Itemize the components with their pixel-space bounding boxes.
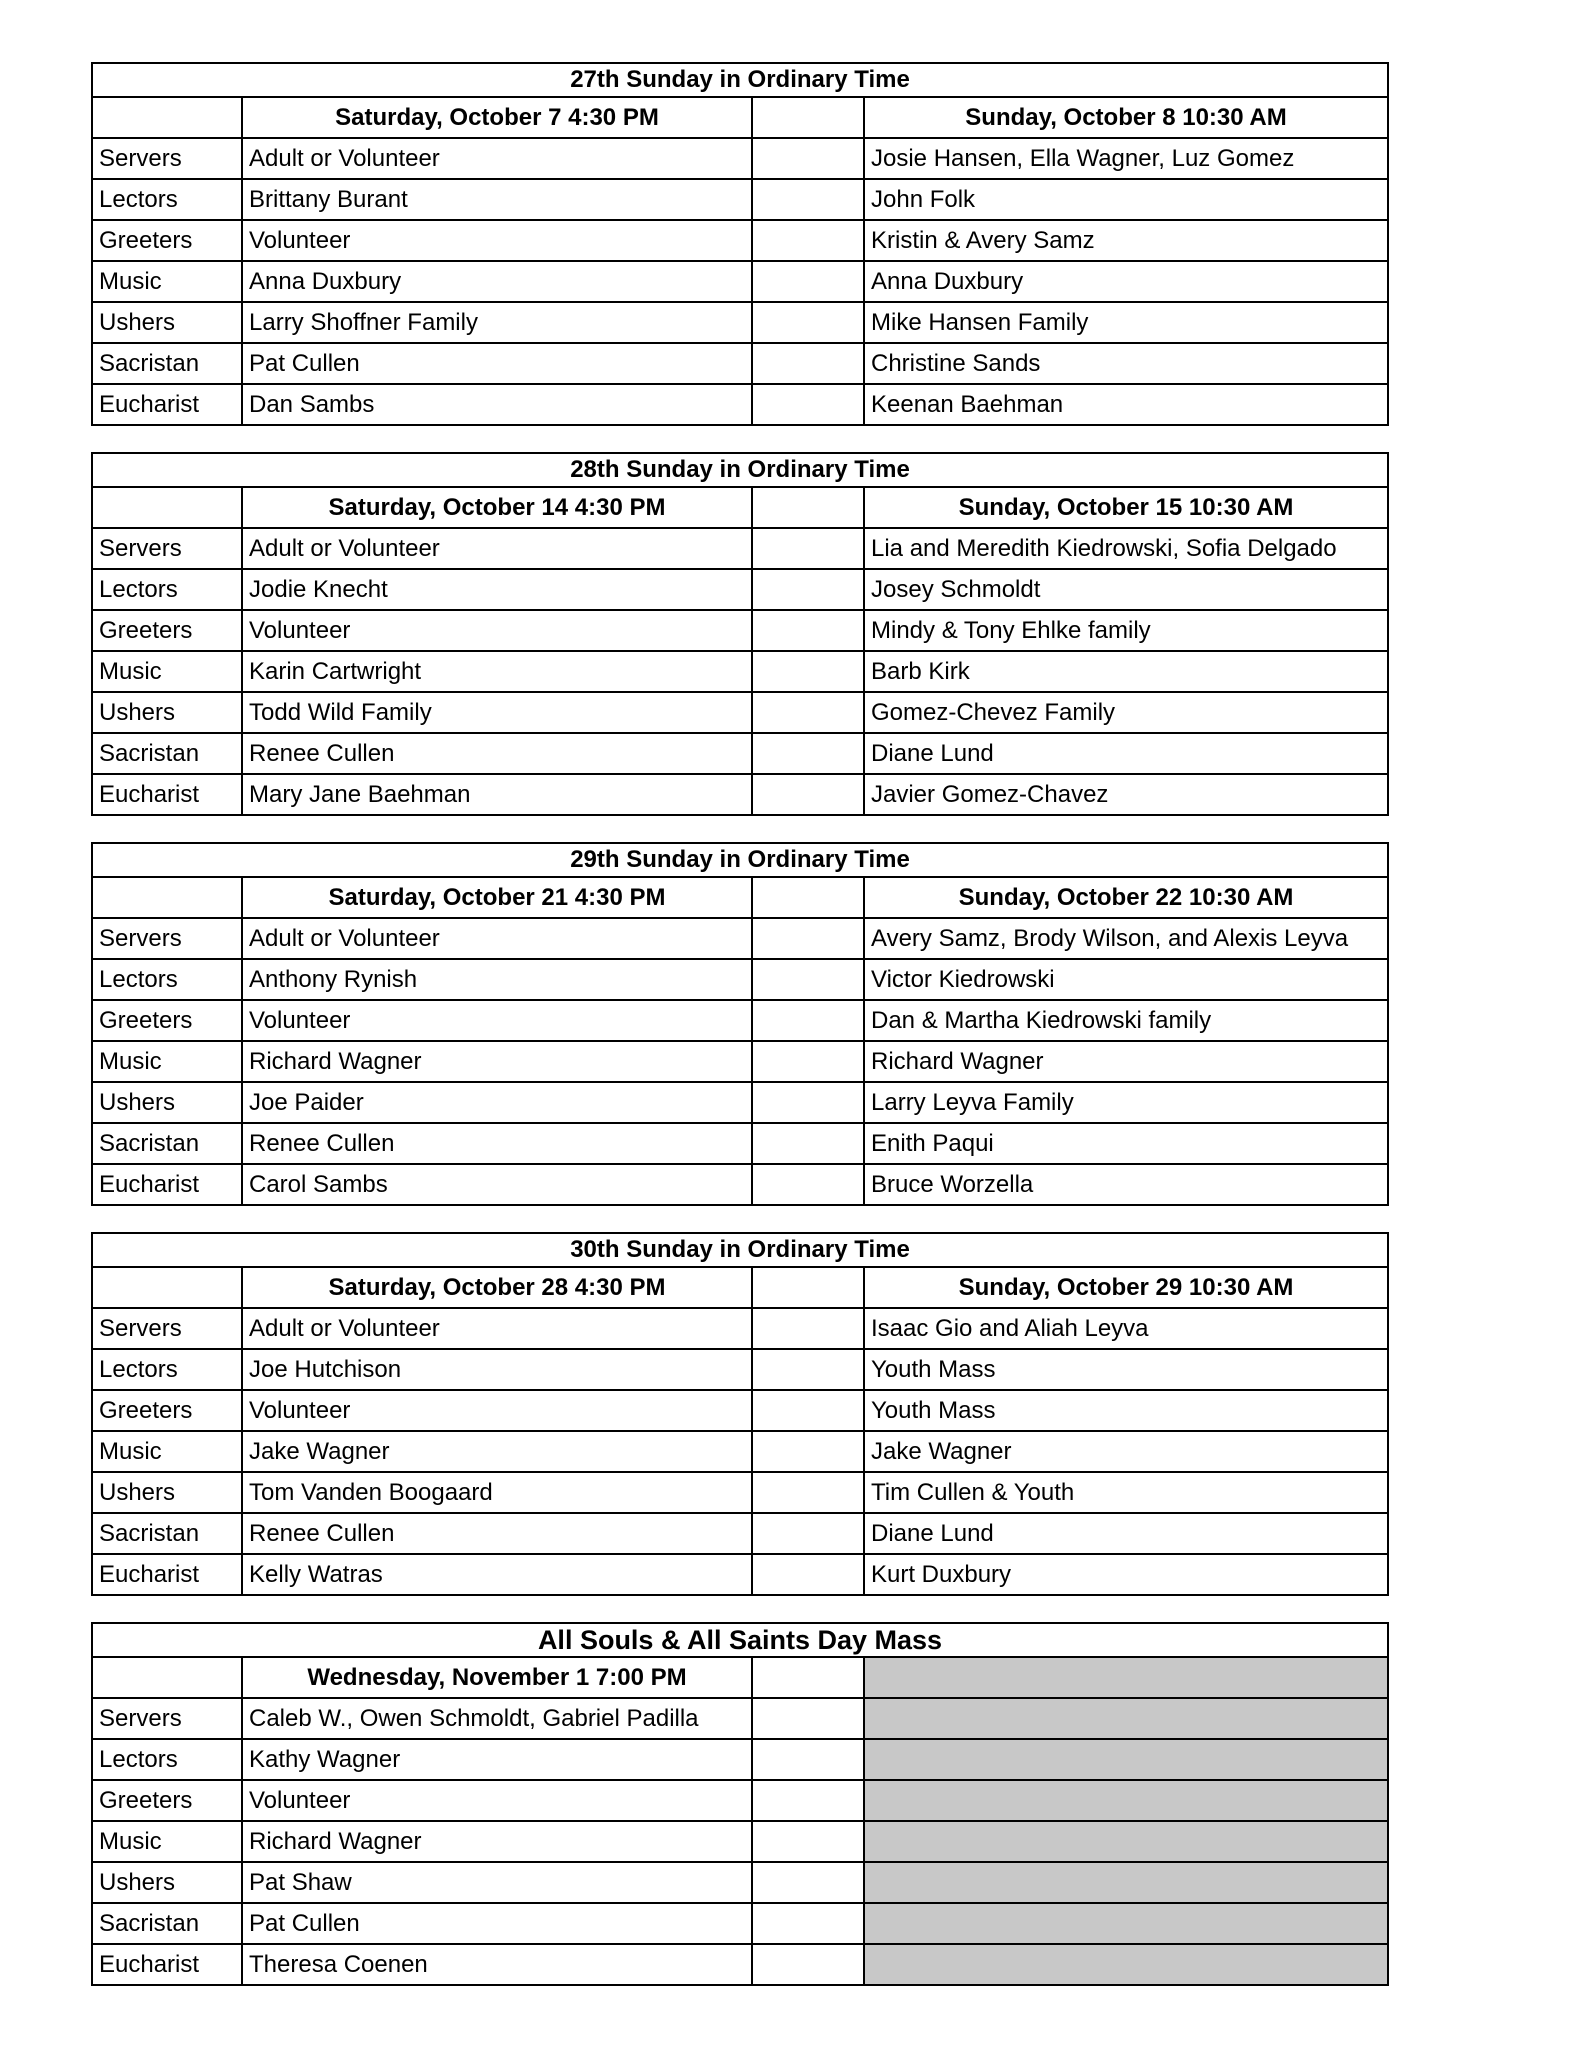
first-mass-date: Saturday, October 28 4:30 PM	[242, 1267, 752, 1308]
table-title: 29th Sunday in Ordinary Time	[92, 843, 1388, 877]
role-label: Music	[92, 261, 242, 302]
role-label: Ushers	[92, 1862, 242, 1903]
first-mass-assignee: Dan Sambs	[242, 384, 752, 425]
second-mass-date: Sunday, October 15 10:30 AM	[864, 487, 1388, 528]
table-row	[92, 918, 1388, 959]
role-label: Ushers	[92, 692, 242, 733]
table-row	[92, 1041, 1388, 1082]
second-mass-assignee: Avery Samz, Brody Wilson, and Alexis Leyva	[864, 918, 1388, 959]
table-row	[92, 774, 1388, 815]
table-row	[92, 1739, 1388, 1780]
table-row	[92, 1164, 1388, 1205]
table-row	[92, 1862, 1388, 1903]
role-label: Servers	[92, 1308, 242, 1349]
table-row	[92, 959, 1388, 1000]
table-row	[92, 343, 1388, 384]
schedule-table	[91, 62, 1389, 426]
role-label: Eucharist	[92, 1554, 242, 1595]
second-mass-assignee: Diane Lund	[864, 733, 1388, 774]
second-mass-assignee: Gomez-Chevez Family	[864, 692, 1388, 733]
spacer-cell	[752, 302, 864, 343]
spacer-cell	[752, 384, 864, 425]
role-header-cell	[92, 1267, 242, 1308]
table-row	[92, 692, 1388, 733]
second-mass-assignee: John Folk	[864, 179, 1388, 220]
table-title: All Souls & All Saints Day Mass	[92, 1623, 1388, 1657]
first-mass-assignee: Larry Shoffner Family	[242, 302, 752, 343]
table-title: 27th Sunday in Ordinary Time	[92, 63, 1388, 97]
table-row	[92, 1082, 1388, 1123]
second-mass-assignee: Isaac Gio and Aliah Leyva	[864, 1308, 1388, 1349]
role-label: Music	[92, 1821, 242, 1862]
role-header-cell	[92, 487, 242, 528]
table-row	[92, 1000, 1388, 1041]
second-mass-assignee: Dan & Martha Kiedrowski family	[864, 1000, 1388, 1041]
first-mass-assignee: Volunteer	[242, 610, 752, 651]
second-mass-assignee: Mindy & Tony Ehlke family	[864, 610, 1388, 651]
table-row	[92, 1821, 1388, 1862]
second-mass-assignee	[864, 1903, 1388, 1944]
second-mass-assignee: Bruce Worzella	[864, 1164, 1388, 1205]
table-row	[92, 610, 1388, 651]
spacer-cell	[752, 1472, 864, 1513]
table-row	[92, 733, 1388, 774]
first-mass-assignee: Tom Vanden Boogaard	[242, 1472, 752, 1513]
spacer-cell	[752, 1000, 864, 1041]
table-row	[92, 1554, 1388, 1595]
spacer-cell	[752, 1903, 864, 1944]
second-mass-assignee: Enith Paqui	[864, 1123, 1388, 1164]
second-mass-assignee: Keenan Baehman	[864, 384, 1388, 425]
second-mass-assignee: Larry Leyva Family	[864, 1082, 1388, 1123]
table-row	[92, 384, 1388, 425]
role-label: Servers	[92, 138, 242, 179]
first-mass-date: Saturday, October 7 4:30 PM	[242, 97, 752, 138]
role-label: Greeters	[92, 610, 242, 651]
table-row	[92, 569, 1388, 610]
first-mass-assignee: Joe Hutchison	[242, 1349, 752, 1390]
role-label: Lectors	[92, 1739, 242, 1780]
first-mass-assignee: Caleb W., Owen Schmoldt, Gabriel Padilla	[242, 1698, 752, 1739]
first-mass-assignee: Pat Shaw	[242, 1862, 752, 1903]
role-label: Greeters	[92, 1780, 242, 1821]
spacer-cell	[752, 569, 864, 610]
first-mass-date: Saturday, October 14 4:30 PM	[242, 487, 752, 528]
role-label: Lectors	[92, 1349, 242, 1390]
role-label: Ushers	[92, 1082, 242, 1123]
spacer-cell	[752, 1862, 864, 1903]
first-mass-date: Saturday, October 21 4:30 PM	[242, 877, 752, 918]
role-label: Music	[92, 1041, 242, 1082]
role-label: Ushers	[92, 1472, 242, 1513]
spacer-cell	[752, 877, 864, 918]
spacer-cell	[752, 261, 864, 302]
spacer-cell	[752, 343, 864, 384]
second-mass-assignee: Victor Kiedrowski	[864, 959, 1388, 1000]
spacer-cell	[752, 1041, 864, 1082]
first-mass-assignee: Adult or Volunteer	[242, 1308, 752, 1349]
role-label: Sacristan	[92, 343, 242, 384]
table-title: 28th Sunday in Ordinary Time	[92, 453, 1388, 487]
first-mass-assignee: Todd Wild Family	[242, 692, 752, 733]
first-mass-assignee: Jodie Knecht	[242, 569, 752, 610]
spacer-cell	[752, 179, 864, 220]
second-mass-assignee	[864, 1698, 1388, 1739]
first-mass-assignee: Brittany Burant	[242, 179, 752, 220]
second-mass-assignee	[864, 1780, 1388, 1821]
spacer-cell	[752, 1554, 864, 1595]
spacer-cell	[752, 959, 864, 1000]
second-mass-assignee: Kurt Duxbury	[864, 1554, 1388, 1595]
table-row	[92, 1903, 1388, 1944]
role-label: Lectors	[92, 569, 242, 610]
first-mass-assignee: Richard Wagner	[242, 1041, 752, 1082]
first-mass-assignee: Jake Wagner	[242, 1431, 752, 1472]
first-mass-assignee: Volunteer	[242, 1390, 752, 1431]
second-mass-assignee	[864, 1944, 1388, 1985]
spacer-cell	[752, 610, 864, 651]
spacer-cell	[752, 1308, 864, 1349]
spacer-cell	[752, 1657, 864, 1698]
schedule-table	[91, 842, 1389, 1206]
second-mass-assignee: Josey Schmoldt	[864, 569, 1388, 610]
table-row	[92, 1698, 1388, 1739]
table-row	[92, 138, 1388, 179]
spacer-cell	[752, 1349, 864, 1390]
spacer-cell	[752, 918, 864, 959]
second-mass-assignee: Barb Kirk	[864, 651, 1388, 692]
table-title: 30th Sunday in Ordinary Time	[92, 1233, 1388, 1267]
spacer-cell	[752, 733, 864, 774]
second-mass-assignee	[864, 1862, 1388, 1903]
role-label: Servers	[92, 918, 242, 959]
first-mass-assignee: Adult or Volunteer	[242, 138, 752, 179]
table-row	[92, 261, 1388, 302]
second-mass-assignee: Youth Mass	[864, 1390, 1388, 1431]
role-label: Eucharist	[92, 1164, 242, 1205]
role-label: Music	[92, 1431, 242, 1472]
spacer-cell	[752, 1123, 864, 1164]
first-mass-assignee: Kelly Watras	[242, 1554, 752, 1595]
role-label: Sacristan	[92, 733, 242, 774]
spacer-cell	[752, 651, 864, 692]
role-header-cell	[92, 877, 242, 918]
spacer-cell	[752, 528, 864, 569]
role-label: Servers	[92, 528, 242, 569]
second-mass-assignee: Anna Duxbury	[864, 261, 1388, 302]
spacer-cell	[752, 1944, 864, 1985]
second-mass-date	[864, 1657, 1388, 1698]
first-mass-assignee: Mary Jane Baehman	[242, 774, 752, 815]
first-mass-assignee: Anna Duxbury	[242, 261, 752, 302]
second-mass-assignee: Christine Sands	[864, 343, 1388, 384]
spacer-cell	[752, 1821, 864, 1862]
role-label: Sacristan	[92, 1513, 242, 1554]
first-mass-assignee: Volunteer	[242, 1000, 752, 1041]
second-mass-assignee	[864, 1739, 1388, 1780]
second-mass-assignee: Tim Cullen & Youth	[864, 1472, 1388, 1513]
first-mass-assignee: Volunteer	[242, 220, 752, 261]
second-mass-assignee: Richard Wagner	[864, 1041, 1388, 1082]
first-mass-assignee: Joe Paider	[242, 1082, 752, 1123]
table-row	[92, 220, 1388, 261]
first-mass-assignee: Kathy Wagner	[242, 1739, 752, 1780]
schedule-table	[91, 1232, 1389, 1596]
spacer-cell	[752, 1431, 864, 1472]
role-label: Servers	[92, 1698, 242, 1739]
role-label: Eucharist	[92, 384, 242, 425]
role-header-cell	[92, 1657, 242, 1698]
spacer-cell	[752, 97, 864, 138]
spacer-cell	[752, 1513, 864, 1554]
second-mass-assignee	[864, 1821, 1388, 1862]
first-mass-assignee: Pat Cullen	[242, 343, 752, 384]
first-mass-assignee: Adult or Volunteer	[242, 528, 752, 569]
second-mass-date: Sunday, October 29 10:30 AM	[864, 1267, 1388, 1308]
role-label: Ushers	[92, 302, 242, 343]
spacer-cell	[752, 1390, 864, 1431]
role-label: Lectors	[92, 179, 242, 220]
spacer-cell	[752, 1082, 864, 1123]
spacer-cell	[752, 220, 864, 261]
spacer-cell	[752, 1698, 864, 1739]
second-mass-date: Sunday, October 8 10:30 AM	[864, 97, 1388, 138]
first-mass-assignee: Renee Cullen	[242, 733, 752, 774]
role-label: Greeters	[92, 1390, 242, 1431]
spacer-cell	[752, 692, 864, 733]
spacer-cell	[752, 1267, 864, 1308]
first-mass-assignee: Adult or Volunteer	[242, 918, 752, 959]
table-row	[92, 1349, 1388, 1390]
second-mass-assignee: Josie Hansen, Ella Wagner, Luz Gomez	[864, 138, 1388, 179]
table-row	[92, 528, 1388, 569]
spacer-cell	[752, 774, 864, 815]
table-row	[92, 1123, 1388, 1164]
first-mass-assignee: Theresa Coenen	[242, 1944, 752, 1985]
table-row	[92, 651, 1388, 692]
role-label: Sacristan	[92, 1123, 242, 1164]
spacer-cell	[752, 487, 864, 528]
second-mass-assignee: Youth Mass	[864, 1349, 1388, 1390]
role-label: Greeters	[92, 1000, 242, 1041]
table-row	[92, 1780, 1388, 1821]
second-mass-assignee: Mike Hansen Family	[864, 302, 1388, 343]
second-mass-assignee: Javier Gomez-Chavez	[864, 774, 1388, 815]
table-row	[92, 1390, 1388, 1431]
table-row	[92, 1308, 1388, 1349]
role-label: Lectors	[92, 959, 242, 1000]
first-mass-assignee: Pat Cullen	[242, 1903, 752, 1944]
first-mass-assignee: Karin Cartwright	[242, 651, 752, 692]
role-header-cell	[92, 97, 242, 138]
first-mass-assignee: Renee Cullen	[242, 1513, 752, 1554]
role-label: Sacristan	[92, 1903, 242, 1944]
first-mass-assignee: Volunteer	[242, 1780, 752, 1821]
second-mass-assignee: Kristin & Avery Samz	[864, 220, 1388, 261]
first-mass-assignee: Richard Wagner	[242, 1821, 752, 1862]
role-label: Eucharist	[92, 774, 242, 815]
table-row	[92, 1944, 1388, 1985]
schedule-table	[91, 1622, 1389, 1986]
first-mass-assignee: Anthony Rynish	[242, 959, 752, 1000]
second-mass-assignee: Jake Wagner	[864, 1431, 1388, 1472]
schedule-table	[91, 452, 1389, 816]
role-label: Eucharist	[92, 1944, 242, 1985]
spacer-cell	[752, 138, 864, 179]
spacer-cell	[752, 1164, 864, 1205]
role-label: Greeters	[92, 220, 242, 261]
second-mass-assignee: Lia and Meredith Kiedrowski, Sofia Delgado	[864, 528, 1388, 569]
first-mass-date: Wednesday, November 1 7:00 PM	[242, 1657, 752, 1698]
spacer-cell	[752, 1739, 864, 1780]
table-row	[92, 1513, 1388, 1554]
table-row	[92, 179, 1388, 220]
table-row	[92, 1472, 1388, 1513]
second-mass-assignee: Diane Lund	[864, 1513, 1388, 1554]
table-row	[92, 302, 1388, 343]
table-row	[92, 1431, 1388, 1472]
first-mass-assignee: Renee Cullen	[242, 1123, 752, 1164]
first-mass-assignee: Carol Sambs	[242, 1164, 752, 1205]
spacer-cell	[752, 1780, 864, 1821]
role-label: Music	[92, 651, 242, 692]
second-mass-date: Sunday, October 22 10:30 AM	[864, 877, 1388, 918]
